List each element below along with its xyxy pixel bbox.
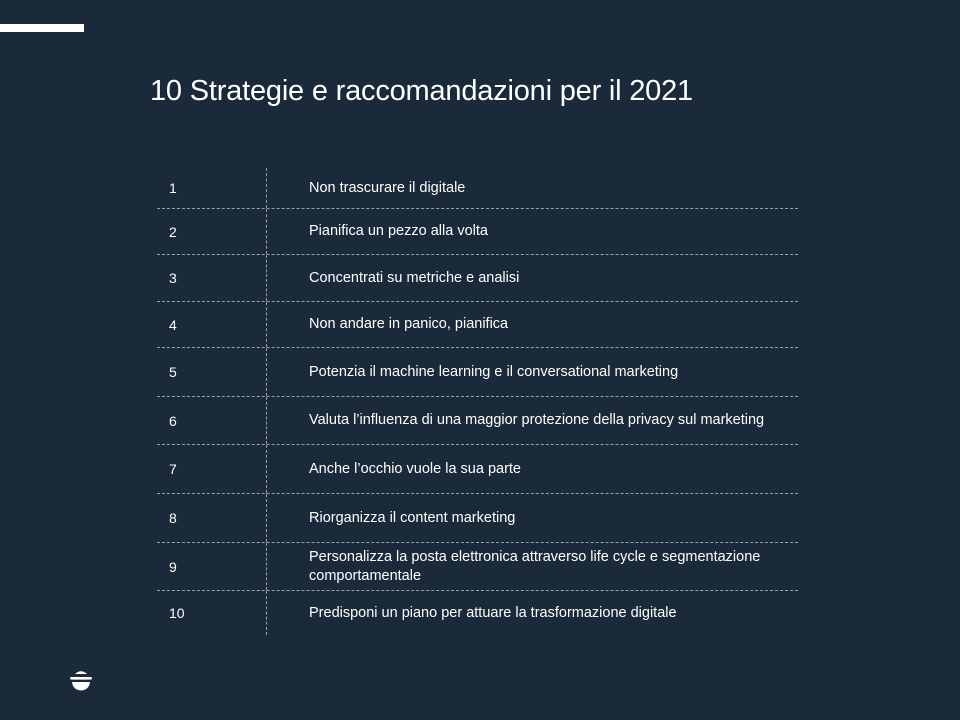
row-number: 10	[157, 591, 267, 635]
row-number: 4	[157, 302, 267, 347]
table-row	[157, 396, 798, 444]
row-number: 6	[157, 397, 267, 444]
row-text: Non andare in panico, pianifica	[309, 316, 509, 332]
strategies-table	[157, 168, 798, 635]
table-row	[157, 347, 798, 396]
table-row	[157, 301, 798, 347]
row-number: 9	[157, 543, 267, 590]
header-accent-bar	[0, 24, 84, 32]
row-text: Concentrati su metriche e analisi	[309, 269, 520, 286]
table-row	[157, 168, 798, 208]
table-row	[157, 493, 798, 542]
table-row	[157, 542, 798, 590]
row-text: Pianifica un pezzo alla volta	[309, 223, 488, 239]
table-row	[157, 590, 798, 635]
row-number: 5	[157, 348, 267, 396]
row-number: 8	[157, 494, 267, 542]
table-row	[157, 444, 798, 493]
row-number: 2	[157, 209, 267, 254]
row-text: Predisponi un piano per attuare la trasformazione digitale	[309, 604, 677, 621]
row-text: Valuta l’influenza di una maggior protezione della privacy sul marketing	[309, 412, 765, 428]
row-text: Riorganizza il content marketing	[309, 509, 516, 526]
row-text: Anche l’occhio vuole la sua parte	[309, 460, 521, 477]
table-row	[157, 254, 798, 301]
row-number: 7	[157, 445, 267, 493]
row-text: Non trascurare il digitale	[309, 179, 466, 196]
row-text: Potenzia il machine learning e il conversational marketing	[309, 363, 679, 380]
table-row	[157, 208, 798, 254]
row-text: Personalizza la posta elettronica attraverso life cycle e segmentazione comportamentale	[309, 548, 761, 584]
stacked-bowl-logo-icon	[69, 667, 93, 692]
page-title: 10 Strategie e raccomandazioni per il 2021	[150, 75, 693, 107]
row-number: 3	[157, 255, 267, 301]
row-number: 1	[157, 168, 267, 208]
